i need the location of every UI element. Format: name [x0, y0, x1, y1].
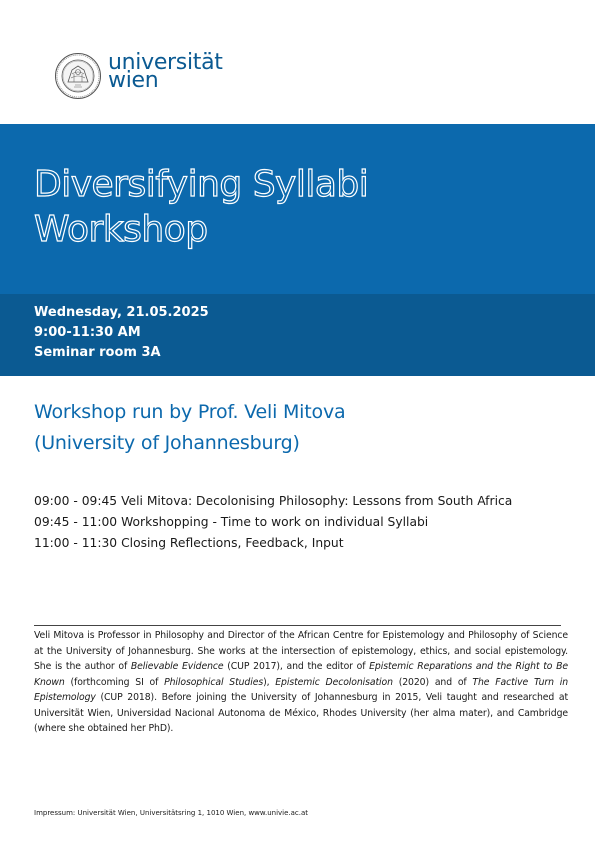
event-time: 9:00-11:30 AM	[34, 325, 141, 340]
university-wordmark	[108, 50, 223, 93]
schedule-time: 09:45 - 11:00	[34, 515, 118, 529]
university-seal-icon	[54, 52, 102, 100]
journal-title: Philosophical Studies	[164, 676, 264, 688]
schedule-time: 09:00 - 09:45	[34, 494, 118, 508]
schedule-text: Closing Reflections, Feedback, Input	[121, 536, 344, 550]
book-title: Epistemic Decolonisation	[275, 676, 393, 688]
bio-text: ),	[263, 676, 276, 688]
schedule-item	[34, 533, 512, 554]
bio-text: (forthcoming SI of	[64, 676, 165, 688]
book-title: Believable Evidence	[130, 661, 224, 672]
title-band	[0, 124, 595, 294]
title-line-1: Diversifying Syllabi	[34, 164, 369, 205]
schedule-text: Workshopping - Time to work on individual Syllabi	[121, 515, 429, 529]
logo-line-wien: wien	[108, 68, 159, 93]
impressum-footer: Impressum: Universität Wien, Universitätsring 1, 1010 Wien, www.univie.ac.at	[34, 809, 309, 817]
schedule-text: Veli Mitova: Decolonising Philosophy: Lessons from South Africa	[121, 494, 513, 508]
bio-text: Veli Mitova is Professor in Philosophy and Director of the African Centre for Epistemology and Philosophy of Science at the University of Johannesburg. She works at the intersection of epistemology, ethics, and social epistemology. She is the author of	[34, 630, 568, 672]
subtitle-line-2: (University of Johannesburg)	[34, 432, 300, 454]
workshop-subtitle	[34, 397, 345, 459]
subtitle-line-1: Workshop run by Prof. Veli Mitova	[34, 401, 346, 423]
book-title: Epistemic Reparations and the Right to Be Known	[34, 661, 568, 688]
university-logo	[54, 52, 244, 104]
bio-text: (CUP 2018). Before joining the University of Johannesburg in 2015, Veli taught and researched at Universität Wien, Universidad Nacional Autonoma de México, Rhodes University (her alma mater), and Cambridge (where she obtained her PhD).	[34, 692, 568, 734]
divider	[34, 625, 561, 626]
logo-line-universitat: universität	[108, 50, 223, 75]
schedule-list	[34, 491, 512, 554]
speaker-bio	[34, 628, 568, 737]
schedule-item	[34, 491, 512, 512]
page-title	[34, 162, 368, 252]
schedule-time: 11:00 - 11:30	[34, 536, 118, 550]
bio-text: (CUP 2017), and the editor of	[223, 661, 370, 672]
bio-text: (2020) and of	[392, 676, 473, 688]
schedule-item	[34, 512, 512, 533]
book-title: The Factive Turn in Epistemology	[34, 676, 568, 703]
title-line-2: Workshop	[34, 209, 208, 250]
event-info-band	[0, 294, 595, 376]
event-date: Wednesday, 21.05.2025	[34, 305, 209, 320]
event-location: Seminar room 3A	[34, 345, 161, 360]
